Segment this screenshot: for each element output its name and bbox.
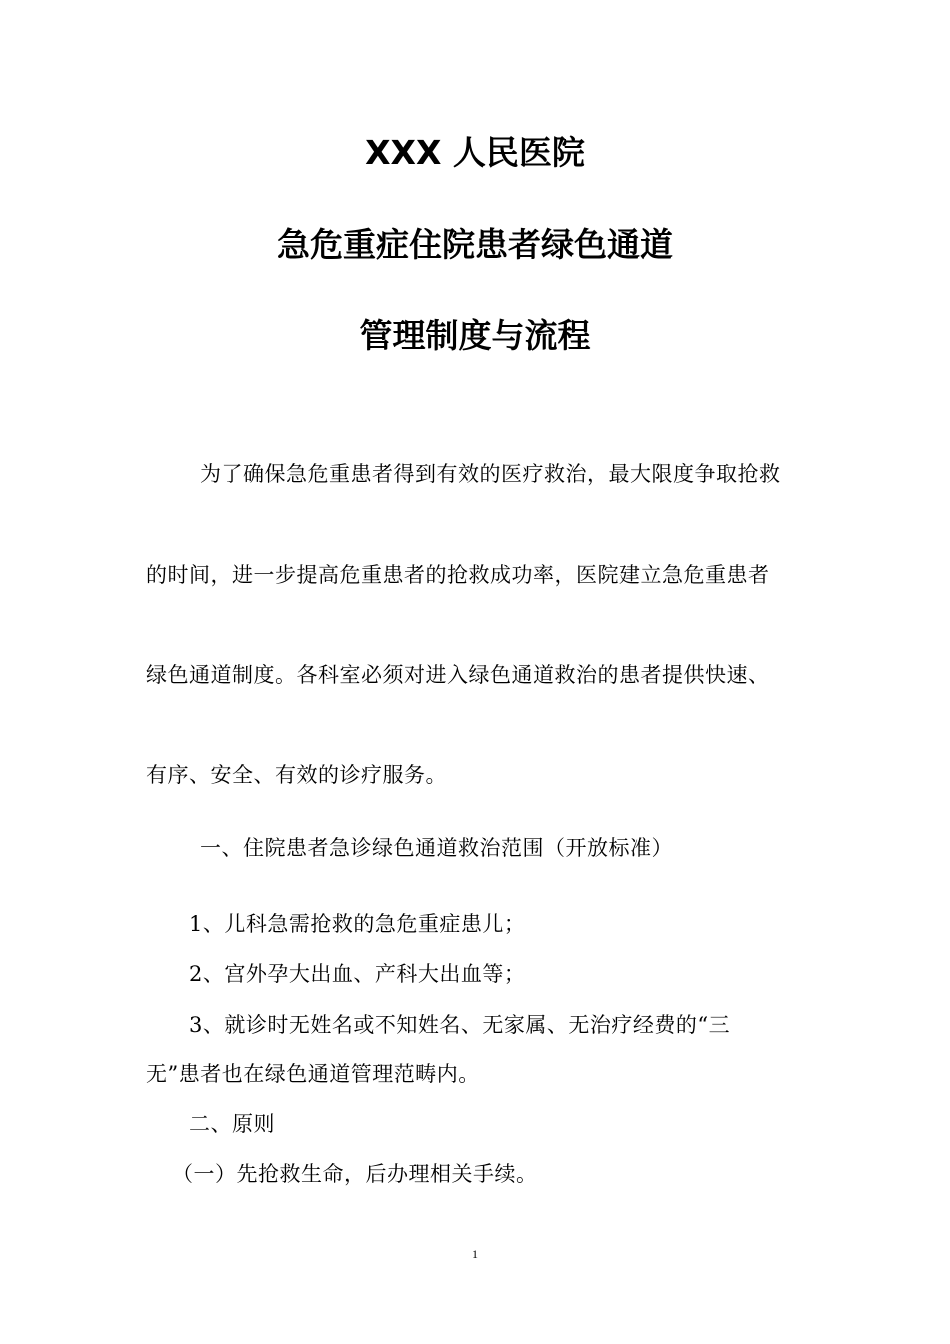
document-title-line-2: 急危重症住院患者绿色通道 (277, 225, 673, 264)
document-title-line-3: 管理制度与流程 (359, 316, 591, 355)
section-1-item-1: 1、儿科急需抢救的急危重症患儿； (189, 912, 526, 936)
section-1-item-2: 2、宫外孕大出血、产科大出血等； (189, 962, 526, 986)
section-1-item-3-continued: 无”患者也在绿色通道管理范畴内。 (146, 1062, 480, 1086)
page-number: 1 (472, 1247, 478, 1261)
section-1-item-3: 3、就诊时无姓名或不知姓名、无家属、无治疗经费的“三 (189, 1013, 731, 1037)
document-title-line-1: XXX 人民医院 (365, 133, 585, 172)
section-1-heading: 一、住院患者急诊绿色通道救治范围（开放标准） (200, 836, 673, 860)
intro-paragraph-line-1: 为了确保急危重患者得到有效的医疗救治，最大限度争取抢救 (200, 462, 781, 486)
intro-paragraph-line-2: 的时间，进一步提高危重患者的抢救成功率，医院建立急危重患者 (146, 563, 770, 587)
section-2-heading: 二、原则 (189, 1112, 275, 1136)
intro-paragraph-line-3: 绿色通道制度。各科室必须对进入绿色通道救治的患者提供快速、 (146, 663, 770, 687)
intro-paragraph-line-4: 有序、安全、有效的诊疗服务。 (146, 763, 447, 787)
section-2-item-1: （一）先抢救生命，后办理相关手续。 (172, 1162, 538, 1186)
